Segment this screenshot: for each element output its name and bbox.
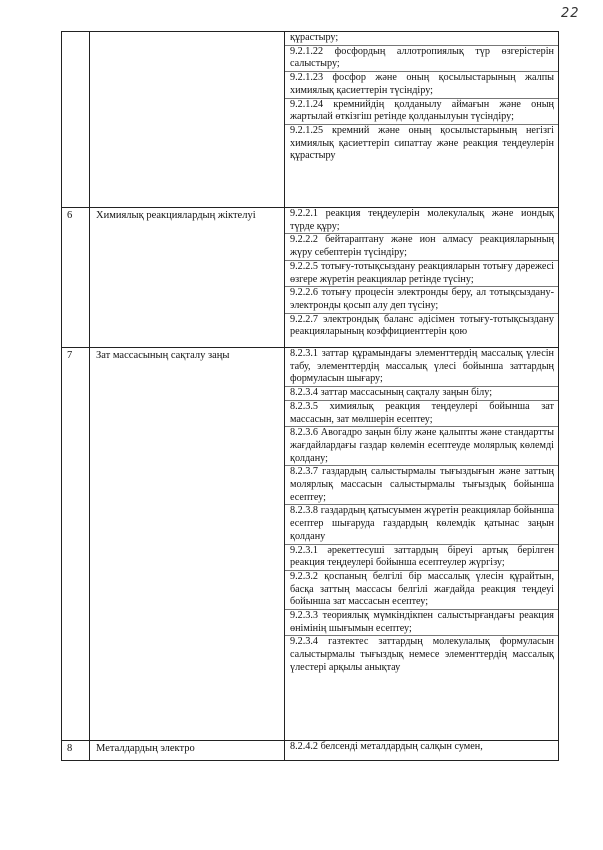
topic-cell: Химиялық реакциялардың жіктелуі [90, 208, 285, 348]
objective-item: 8.2.3.5 химиялық реакция теңдеулері бойынша зат массасын, зат мөлшерін есептеу; [285, 401, 558, 427]
curriculum-table [61, 31, 559, 761]
table-row [62, 348, 559, 741]
table-row [62, 208, 559, 348]
objective-item: 9.2.1.23 фосфор және оның қосылыстарының жалпы химиялық қасиеттерін түсіндіру; [285, 72, 558, 98]
objective-item: 8.2.3.6 Авогадро заңын білу және қалыпты және стандартты жағдайлардағы газдар көлемін есептеуде молярлық көлемді қолдану; [285, 427, 558, 466]
objective-item: 9.2.3.3 теориялық мүмкіндікпен салыстырғандағы реакция өнімінің шығымын есептеу; [285, 610, 558, 636]
objective-item: 9.2.3.4 газтектес заттардың молекулалық формуласын салыстырмалы тығыздық немесе элементтердің массалық үлестері арқылы анықтау [290, 636, 554, 673]
objectives-cell [285, 208, 559, 348]
topic-cell: Металдардың электро [90, 741, 285, 761]
objective-item: 9.2.3.2 қоспаның белгілі бір массалық үлесін құрайтын, басқа заттың массасы белгілі жағдайда реакция теңдеуі бойынша зат массасын есептеу; [285, 571, 558, 610]
objective-item: 9.2.1.22 фосфордың аллотропиялық түр өзгерістерін салыстыру; [285, 46, 558, 72]
row-number-cell [62, 32, 90, 208]
objective-item: 9.2.2.1 реакция теңдеулерін молекулалық және иондық түрде құру; [285, 208, 558, 234]
objective-item: 8.2.3.8 газдардың қатысуымен жүретін реакциялар бойынша есептер шығаруда газдардың көлемдік қатынас заңын қолдану [285, 505, 558, 544]
objective-item: құрастыру; [285, 32, 558, 46]
objective-item: 9.2.1.24 кремнийдің қолданылу аймағын және оның жартылай өткізгіш ретінде қолданылуын түсіндіру; [285, 99, 558, 125]
objective-item: 8.2.3.4 заттар массасының сақталу заңын білу; [285, 387, 558, 401]
table-row [62, 741, 559, 761]
objective-item: 9.2.1.25 кремний және оның қосылыстарының негізгі химиялық қасиеттеріп сипаттау және реакция теңдеулерін құрастыру [290, 124, 554, 162]
objectives-cell [285, 348, 559, 741]
objective-item: 8.2.3.1 заттар құрамындағы элементтердің массалық үлесін табу, элементтердің массалық үлесі бойынша заттардың формуласын шығару; [285, 348, 558, 387]
objective-item: 8.2.4.2 белсенді металдардың салқын сумен, [290, 741, 483, 752]
row-number-cell: 8 [62, 741, 90, 761]
topic-cell [90, 32, 285, 208]
objective-item: 9.2.2.5 тотығу-тотықсыздану реакцияларын тотығу дәрежесі өзгере жүретін реакциялар ретінде түсіну; [285, 261, 558, 287]
objectives-cell [285, 32, 559, 208]
table-body [62, 32, 559, 761]
objectives-cell [285, 741, 559, 761]
objective-item: 9.2.2.6 тотығу процесін электронды беру, ал тотықсыздану-электронды қосып алу деп түсіну; [285, 287, 558, 313]
objective-item: 9.2.3.1 әрекеттесуші заттардың біреуі артық берілген реакция теңдеулері бойынша есептеулер жүргізу; [285, 545, 558, 571]
page-number: 22 [561, 6, 580, 21]
row-number-cell: 7 [62, 348, 90, 741]
objective-item: 9.2.2.2 бейтараптану және ион алмасу реакцияларының жүру себептерін түсіндіру; [285, 234, 558, 260]
objective-item: 8.2.3.7 газдардың салыстырмалы тығыздығын және заттың молярлық массасын салыстырмалы тығыздық бойынша есептеу; [285, 466, 558, 505]
table-row [62, 32, 559, 208]
topic-cell: Зат массасының сақталу заңы [90, 348, 285, 741]
objective-item: 9.2.2.7 электрондық баланс әдісімен тотығу-тотықсыздану реакцияларының коэффициенттерін қою [290, 313, 554, 338]
row-number-cell: 6 [62, 208, 90, 348]
